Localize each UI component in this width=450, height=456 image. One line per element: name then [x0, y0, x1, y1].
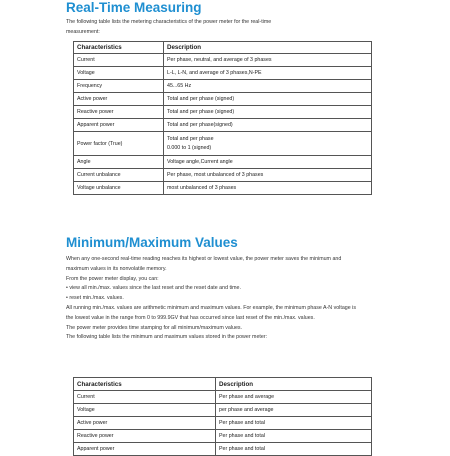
description-cell: most unbalanced of 3 phases [164, 182, 372, 195]
characteristic-cell: Active power [74, 93, 164, 106]
table-row [74, 404, 372, 417]
intro-line: The following table lists the metering characteristics of the power meter for the real-time [66, 19, 272, 25]
table-row [74, 156, 372, 169]
description-cell [164, 132, 372, 156]
bullet-item: • view all min./max. values since the last reset and the reset date and time. [66, 285, 241, 292]
characteristic-cell: Frequency [74, 80, 164, 93]
table-row [74, 132, 372, 156]
table-row [74, 80, 372, 93]
real-time-characteristics-table [73, 41, 372, 195]
characteristic-cell: Current [74, 391, 216, 404]
table-row [74, 93, 372, 106]
intro-line: measurement: [66, 28, 100, 35]
section-title-min-max-values: Minimum/Maximum Values [66, 235, 238, 250]
column-header-characteristics: Characteristics [74, 42, 164, 54]
min-max-characteristics-table [73, 377, 372, 456]
characteristic-cell: Reactive power [74, 106, 164, 119]
characteristic-cell: Power factor (True) [74, 132, 164, 156]
characteristic-cell: Reactive power [74, 430, 216, 443]
characteristic-cell: Current [74, 54, 164, 67]
description-cell: Voltage angle,Current angle [164, 156, 372, 169]
description-cell: Total and per phase (signed) [164, 106, 372, 119]
table-row [74, 67, 372, 80]
characteristic-cell: Current unbalance [74, 169, 164, 182]
characteristic-cell: Angle [74, 156, 164, 169]
section-title-real-time-measuring: Real-Time Measuring [66, 0, 202, 15]
table-header-row [74, 42, 372, 54]
characteristic-cell: Apparent power [74, 119, 164, 132]
description-cell: Per phase, neutral, and average of 3 phases [164, 54, 372, 67]
description-cell: per phase and average [216, 404, 372, 417]
characteristic-cell: Voltage [74, 404, 216, 417]
table-row [74, 417, 372, 430]
column-header-characteristics: Characteristics [74, 378, 216, 391]
characteristic-cell: Active power [74, 417, 216, 430]
column-header-description: Description [164, 42, 372, 54]
description-cell: L-L, L-N, and average of 3 phases,N-PE [164, 67, 372, 80]
characteristic-cell: Voltage [74, 67, 164, 80]
column-header-description: Description [216, 378, 372, 391]
table-row [74, 54, 372, 67]
min-max-paragraphs [66, 255, 396, 343]
table-row [74, 182, 372, 195]
table-row [74, 443, 372, 456]
table-header-row [74, 378, 372, 391]
paragraph-line: The following table lists the minimum and maximum values stored in the power meter: [66, 334, 268, 341]
description-cell: 45...65 Hz [164, 80, 372, 93]
table-row [74, 391, 372, 404]
paragraph-line: the lowest value in the range from 0 to 999.9GV that has occurred since last reset of the min./max. values. [66, 314, 315, 321]
characteristic-cell: Voltage unbalance [74, 182, 164, 195]
description-cell: Per phase and total [216, 417, 372, 430]
description-cell: Per phase and total [216, 443, 372, 456]
description-cell: Total and per phase (signed) [164, 93, 372, 106]
paragraph-line: All running min./max. values are arithmetic minimum and maximum values. For example, the minimum phase A-N voltage is [66, 304, 356, 311]
real-time-intro [66, 18, 396, 38]
table-row [74, 106, 372, 119]
paragraph-line: From the power meter display, you can: [66, 275, 159, 282]
characteristic-cell: Apparent power [74, 443, 216, 456]
paragraph-line: The power meter provides time stamping for all minimum/maximum values. [66, 324, 243, 331]
table-row [74, 169, 372, 182]
description-cell: Per phase and total [216, 430, 372, 443]
description-line: Total and per phase [167, 135, 214, 142]
description-line: 0.000 to 1 (signed) [167, 144, 212, 151]
description-cell: Per phase, most unbalanced of 3 phases [164, 169, 372, 182]
bullet-item: • reset min./max. values. [66, 295, 124, 302]
table-row [74, 119, 372, 132]
paragraph-line: maximum values in its nonvolatile memory. [66, 265, 167, 272]
table-row [74, 430, 372, 443]
description-cell: Per phase and average [216, 391, 372, 404]
paragraph-line: When any one-second real-time reading reaches its highest or lowest value, the power meter saves the minimum and [66, 256, 342, 262]
description-cell: Total and per phase(signed) [164, 119, 372, 132]
